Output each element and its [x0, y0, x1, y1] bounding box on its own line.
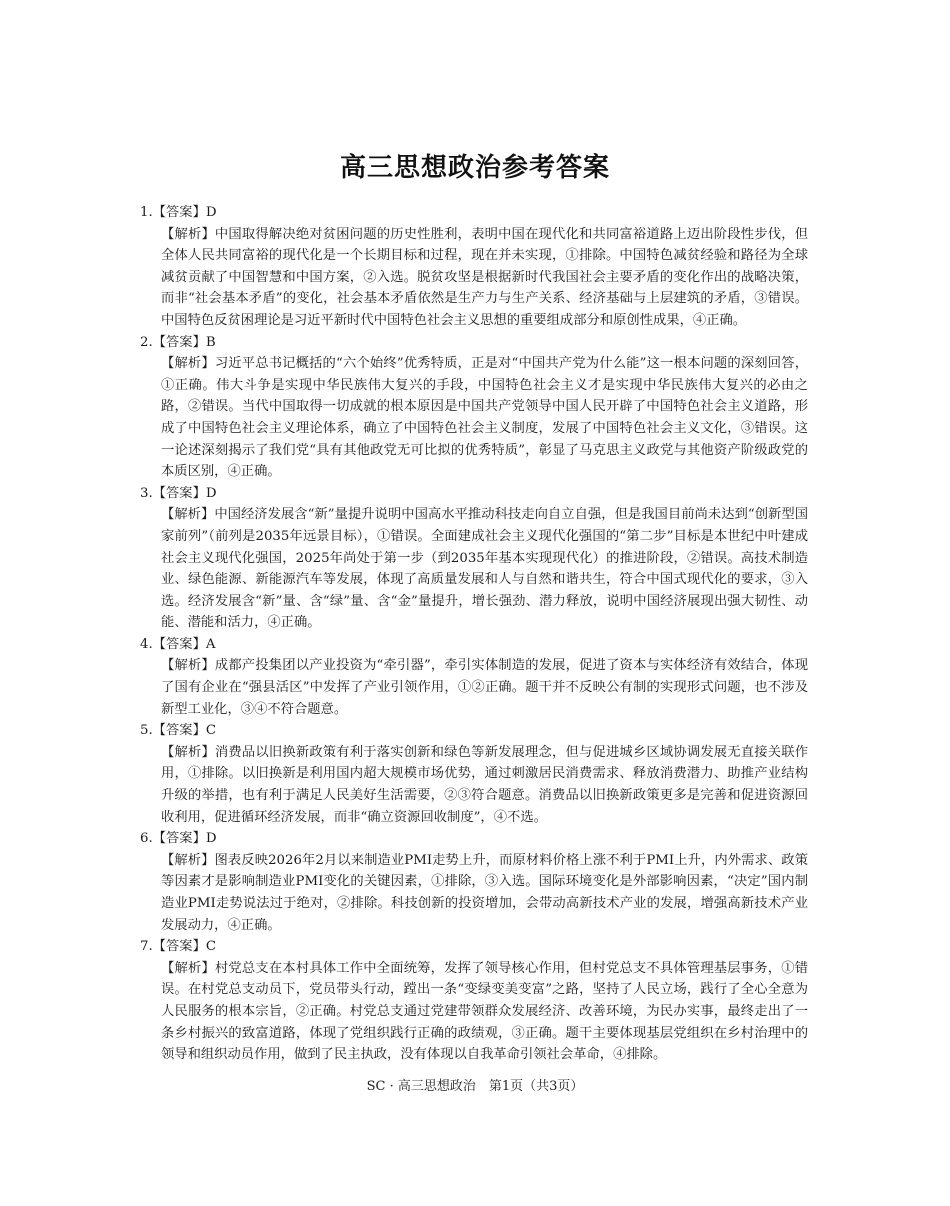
- question-6: [140, 828, 808, 936]
- question-5: [140, 720, 808, 828]
- answer-line: 2.【答案】B: [140, 334, 216, 350]
- question-1: [140, 202, 808, 332]
- answer-list: [140, 202, 808, 1066]
- answer-line: 3.【答案】D: [140, 485, 217, 501]
- answer-line: 4.【答案】A: [140, 636, 216, 652]
- explanation-text: 【解析】图表反映2026年2月以来制造业PMI走势上升，而原材料价格上涨不利于PMI上升，内外需求、政策等因素才是影响制造业PMI变化的关键因素，①排除，③入选。国际环境变化是外部影响因素，“决定”国内制造业PMI走势说法过于绝对，②排除。科技创新的投资增加，会带动高新技术产业的发展，增强高新技术产业发展动力，④正确。: [161, 852, 808, 933]
- answer-line: 7.【答案】C: [140, 939, 217, 955]
- question-7: [140, 936, 808, 1066]
- answer-line: 6.【答案】D: [140, 831, 217, 847]
- explanation-text: 【解析】成都产投集团以产业投资为“牵引器”，牵引实体制造的发展，促进了资本与实体经济有效结合，体现了国有企业在“强县活区”中发挥了产业引领作用，①②正确。题干并不反映公有制的实现形式问题，也不涉及新型工业化，③④不符合题意。: [161, 658, 808, 717]
- answer-line: 1.【答案】D: [140, 205, 217, 220]
- explanation-text: 【解析】中国经济发展含“新”量提升说明中国高水平推动科技走向自立自强，但是我国目前尚未达到“创新型国家前列”（前列是2035年远景目标），①错误。全面建成社会主义现代化强国的“第二步”目标是本世纪中叶建成社会主义现代化强国，2025年尚处于第一步（到2035年基本实现现代化）的推进阶段，②错误。高技术制造业、绿色能源、新能源汽车等发展，体现了高质量发展和人与自然和谐共生，符合中国式现代化的要求，③入选。经济发展含“新”量、含“绿”量、含“金”量提升，增长强劲、潜力释放，说明中国经济展现出强大韧性、动能、潜能和活力，④正确。: [161, 507, 808, 631]
- question-4: [140, 634, 808, 720]
- answer-line: 5.【答案】C: [140, 723, 217, 739]
- question-2: [140, 332, 808, 483]
- page-footer: SC · 高三思想政治 第1页（共3页）: [366, 1079, 584, 1094]
- explanation-text: 【解析】中国取得解决绝对贫困问题的历史性胜利，表明中国在现代化和共同富裕道路上迈出阶段性步伐，但全体人民共同富裕的现代化是一个长期目标和过程，现在并未实现，①排除。中国特色减贫经验和路径为全球减贫贡献了中国智慧和中国方案，②入选。脱贫攻坚是根据新时代我国社会主要矛盾的变化作出的战略决策，而非“社会基本矛盾”的变化，社会基本矛盾依然是生产力与生产关系、经济基础与上层建筑的矛盾，③错误。中国特色反贫困理论是习近平新时代中国特色社会主义思想的重要组成部分和原创性成果，④正确。: [161, 226, 808, 328]
- question-3: [140, 483, 808, 634]
- explanation-text: 【解析】村党总支在本村具体工作中全面统筹，发挥了领导核心作用，但村党总支不具体管理基层事务，①错误。在村党总支动员下，党员带头行动，蹚出一条“变绿变美变富”之路，坚持了人民立场，践行了全心全意为人民服务的根本宗旨，②正确。村党总支通过党建带领群众发展经济、改善环境，为民办实事，最终走出了一条乡村振兴的致富道路，体现了党组织践行正确的政绩观，③正确。题干主要体现基层党组织在乡村治理中的领导和组织动员作用，做到了民主执政，没有体现以自我革命引领社会革命，④排除。: [161, 960, 808, 1063]
- explanation-text: 【解析】消费品以旧换新政策有利于落实创新和绿色等新发展理念，但与促进城乡区域协调发展无直接关联作用，①排除。以旧换新是利用国内超大规模市场优势，通过刺激居民消费需求、释放消费潜力、助推产业结构升级的举措，也有利于满足人民美好生活需要，②③符合题意。消费品以旧换新政策更多是完善和促进资源回收利用，促进循环经济发展，而非“确立资源回收制度”，④不选。: [161, 744, 808, 825]
- explanation-text: 【解析】习近平总书记概括的“六个始终”优秀特质，正是对“中国共产党为什么能”这一根本问题的深刻回答，①正确。伟大斗争是实现中华民族伟大复兴的手段，中国特色社会主义才是实现中华民族伟大复兴的必由之路，②错误。当代中国取得一切成就的根本原因是中国共产党领导中国人民开辟了中国特色社会主义道路，形成了中国特色社会主义理论体系，确立了中国特色社会主义制度，发展了中国特色社会主义文化，③错误。这一论述深刻揭示了我们党“具有其他政党无可比拟的优秀特质”，彰显了马克思主义政党与其他资产阶级政党的本质区别，④正确。: [161, 356, 808, 480]
- page-title: 高三思想政治参考答案: [339, 153, 610, 183]
